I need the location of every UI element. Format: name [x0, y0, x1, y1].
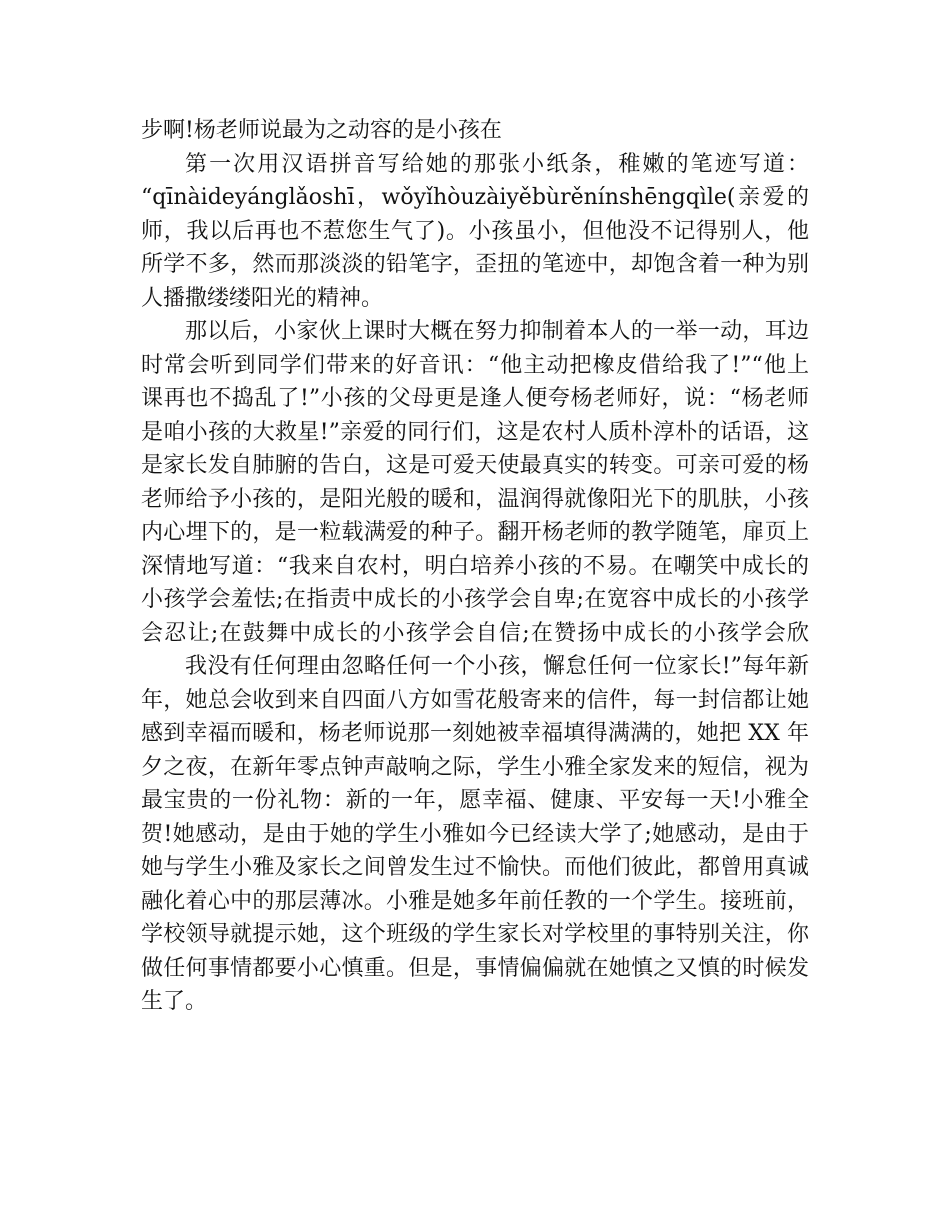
text-line: 师，我以后再也不惹您生气了)。小孩虽小，但他没不记得别人，他	[141, 218, 809, 244]
text-line: 时常会听到同学们带来的好音讯：“他主动把橡皮借给我了!”“他上	[141, 352, 809, 378]
text-line: 课再也不捣乱了!”小孩的父母更是逢人便夸杨老师好，说：“杨老师	[141, 386, 809, 411]
text-line: 小孩学会羞怯;在指责中成长的小孩学会自卑;在宽容中成长的小孩学	[141, 587, 809, 612]
text-line: 我没有任何理由忽略任何一个小孩，懈怠任何一位家长!”每年新	[185, 654, 809, 679]
text-line: “qīnàideyánglǎoshī，wǒyǐhòuzàiyěbùrěnínshēngqìle(亲爱的	[141, 185, 809, 210]
text-line: 做任何事情都要小心慎重。但是，事情偏偏就在她慎之又慎的时候发	[141, 955, 809, 981]
text-line: 生了。	[141, 989, 208, 1014]
text-line: 内心埋下的，是一粒载满爱的种子。翻开杨老师的教学随笔，扉页上	[141, 520, 809, 545]
text-line: 最宝贵的一份礼物：新的一年，愿幸福、健康、平安每一天!小雅全	[141, 788, 809, 813]
text-line: 是家长发自肺腑的告白，这是可爱天使最真实的转变。可亲可爱的杨	[141, 453, 809, 478]
text-line: 人播撒缕缕阳光的精神。	[141, 285, 384, 311]
text-line: 年，她总会收到来自四面八方如雪花般寄来的信件，每一封信都让她	[141, 687, 809, 713]
text-line: 她与学生小雅及家长之间曾发生过不愉快。而他们彼此，都曾用真诚	[141, 855, 809, 880]
text-line: 融化着心中的那层薄冰。小雅是她多年前任教的一个学生。接班前，	[141, 888, 809, 914]
text-line: 第一次用汉语拼音写给她的那张小纸条，稚嫩的笔迹写道：	[185, 151, 809, 177]
text-line: 老师给予小孩的，是阳光般的暖和，温润得就像阳光下的肌肤，小孩	[141, 486, 809, 512]
text-line: 贺!她感动，是由于她的学生小雅如今已经读大学了;她感动，是由于	[141, 821, 809, 847]
text-line: 感到幸福而暖和，杨老师说那一刻她被幸福填得满满的，她把 XX 年	[141, 721, 809, 746]
text-line: 是咱小孩的大救星!”亲爱的同行们，这是农村人质朴淳朴的话语，这	[141, 419, 809, 445]
text-line: 那以后，小家伙上课时大概在努力抑制着本人的一举一动，耳边	[185, 319, 809, 344]
text-line: 所学不多，然而那淡淡的铅笔字，歪扭的笔迹中，却饱含着一种为别	[141, 252, 809, 277]
text-line: 夕之夜，在新年零点钟声敲响之际，学生小雅全家发来的短信，视为	[141, 754, 809, 780]
document-body	[141, 114, 809, 1019]
text-line: 学校领导就提示她，这个班级的学生家长对学校里的事特别关注，你	[141, 922, 809, 947]
text-line: 步啊!杨老师说最为之动容的是小孩在	[141, 118, 502, 143]
text-line: 会忍让;在鼓舞中成长的小孩学会自信;在赞扬中成长的小孩学会欣	[141, 620, 809, 646]
text-line: 深情地写道：“我来自农村，明白培养小孩的不易。在嘲笑中成长的	[141, 553, 809, 579]
